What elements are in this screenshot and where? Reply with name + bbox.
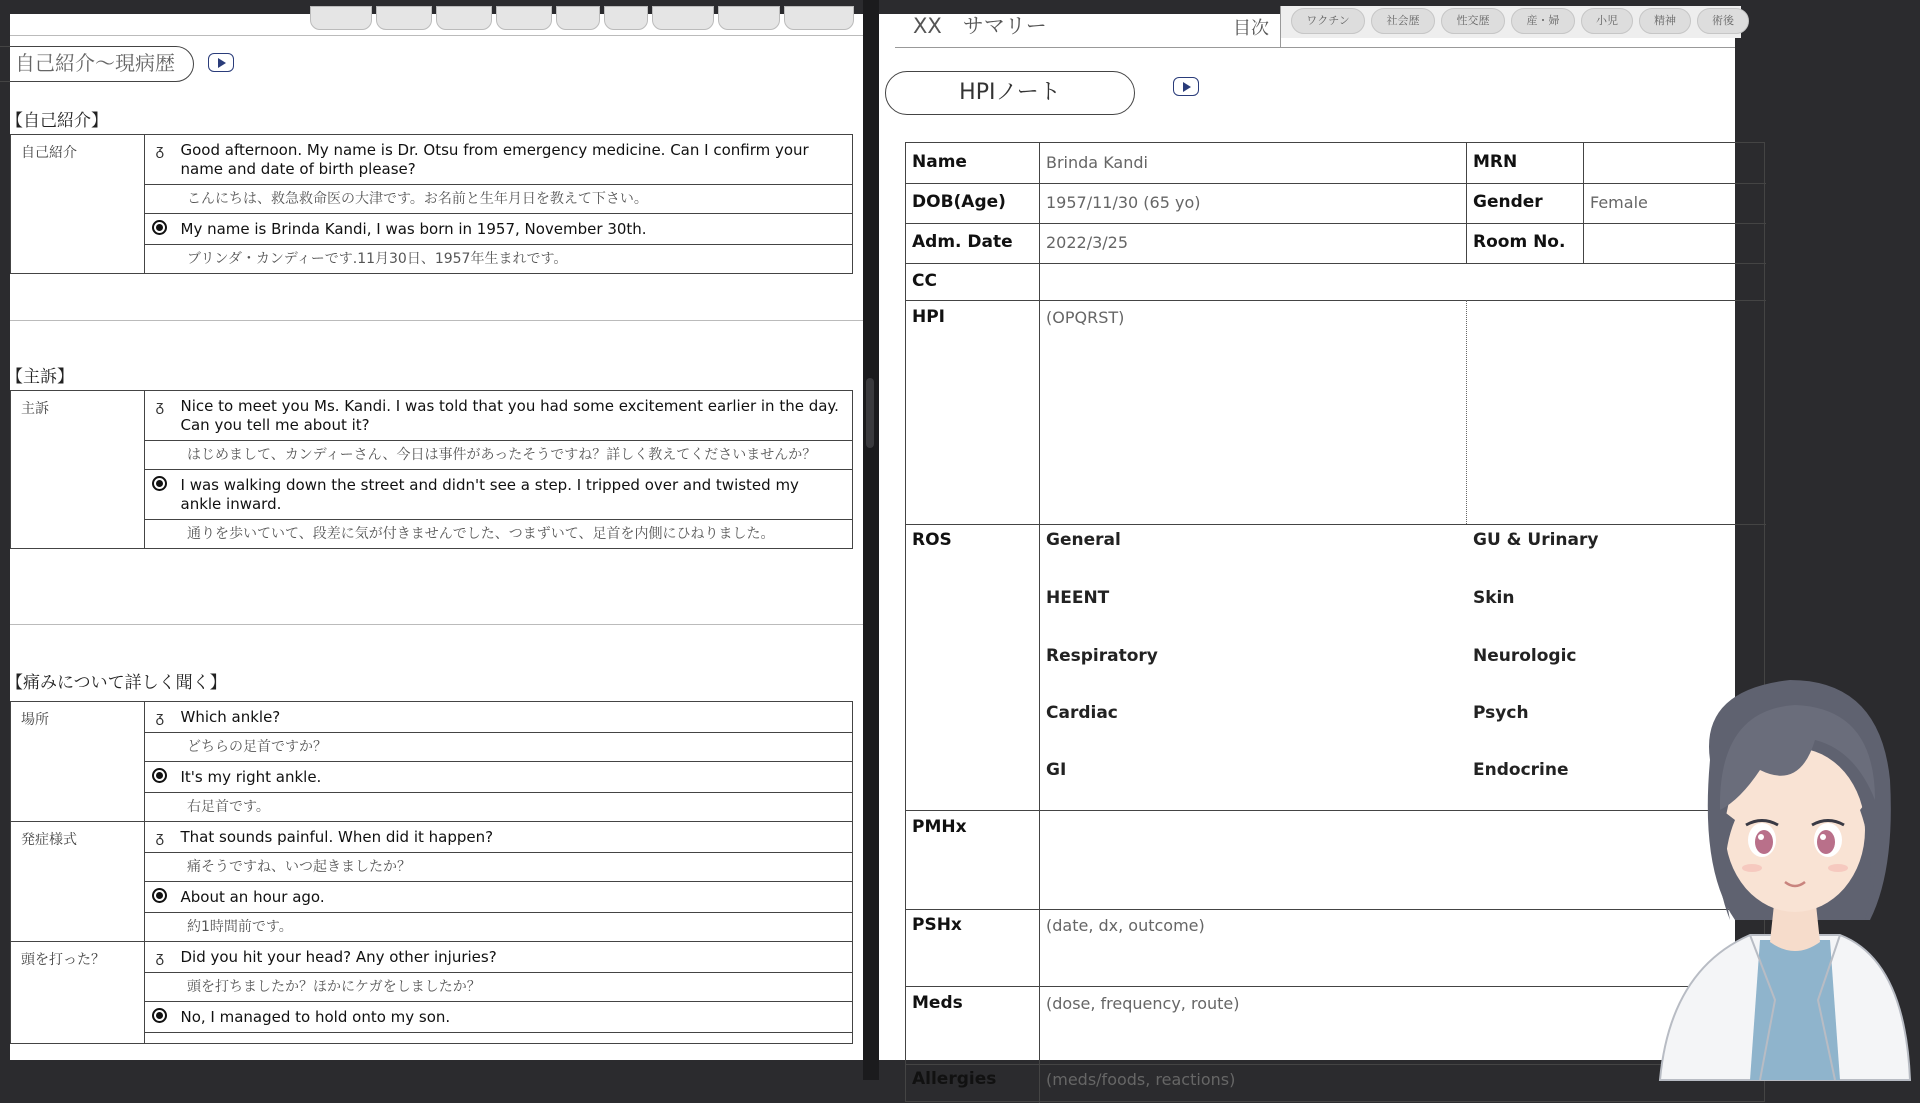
left-tab-strip [10,6,863,36]
topic-label: 発症様式 [11,822,145,942]
dialogue-english: I was walking down the street and didn't see a step. I tripped over and twisted my ankle inward. [175,470,853,520]
dialogue-japanese: ブリンダ・カンディーです.11月30日、1957年生まれです。 [145,245,853,274]
pshx-hint[interactable]: (date, dx, outcome) [1046,916,1205,935]
topic-label: 頭を打った？ [11,942,145,1044]
left-tab[interactable] [784,6,854,30]
dialogue-english: Nice to meet you Ms. Kandi. I was told that you had some excitement earlier in the day. Can you tell me about it? [175,391,853,441]
left-tab[interactable] [436,6,492,30]
left-tab[interactable] [652,6,714,30]
chief-complaint-label: CC [912,271,937,291]
column-line [1039,143,1040,1103]
dialogue-japanese: 右足首です。 [145,793,853,822]
topic-label: 自己紹介 [11,135,145,274]
left-tab[interactable] [718,6,780,30]
patient-summary-table [905,142,1765,1102]
summary-title: XX サマリー [913,14,1047,38]
row-line [906,183,1766,184]
ros-item: Psych [1473,703,1529,723]
dialogue-table [10,701,853,1044]
meds-hint[interactable]: (dose, frequency, route) [1046,994,1240,1013]
ros-item: GU & Urinary [1473,530,1599,550]
ros-item: Neurologic [1473,646,1577,666]
pshx-label: PSHx [912,915,962,935]
admission-date-label: Adm. Date [912,232,1013,252]
ros-item: GI [1046,760,1067,780]
dialogue-table [10,390,853,549]
row-line [906,810,1766,811]
dialogue-japanese: 痛そうですね、いつ起きましたか？ [145,853,853,882]
tab-obgyn[interactable]: 産・婦 [1511,8,1575,34]
patient-icon [145,882,175,913]
hpi-note-title[interactable]: HPIノート [885,71,1135,115]
doctor-avatar [1640,670,1920,1080]
hpi-label: HPI [912,307,946,327]
topic-label: 主訴 [11,391,145,549]
summary-header [895,6,1735,48]
column-line [1583,143,1584,263]
doctor-stethoscope-icon: ᵹ [145,135,175,185]
mrn-label: MRN [1473,152,1518,172]
row-line [906,986,1766,987]
row-line [906,524,1766,525]
dialogue-japanese: はじめまして、カンディーさん、今日は事件があったそうですね？詳しく教えてくださいませんか？ [145,441,853,470]
patient-icon [145,1002,175,1033]
dialogue-english: Good afternoon. My name is Dr. Otsu from emergency medicine. Can I confirm your name and date of birth please? [175,135,853,185]
ros-item: Cardiac [1046,703,1118,723]
dialogue-japanese: 頭を打ちましたか？ほかにケガをしましたか？ [145,973,853,1002]
doctor-stethoscope-icon: ᵹ [145,702,175,733]
room-number-label: Room No. [1473,232,1566,252]
dialogue-english: It's my right ankle. [175,762,853,793]
dob-value[interactable]: 1957/11/30 (65 yo) [1046,193,1201,212]
dialogue-english: That sounds painful. When did it happen? [175,822,853,853]
tab-social-history[interactable]: 社会歴 [1371,8,1435,34]
patient-icon [145,470,175,520]
right-document-pane[interactable] [879,14,1735,1089]
dialogue-english: Did you hit your head? Any other injuries? [175,942,853,973]
doctor-stethoscope-icon: ᵹ [145,391,175,441]
name-label: Name [912,152,967,172]
row-line [906,300,1766,301]
doctor-stethoscope-icon: ᵹ [145,822,175,853]
dialogue-english: Which ankle? [175,702,853,733]
dialogue-english: My name is Brinda Kandi, I was born in 1957, November 30th. [175,214,853,245]
pmhx-label: PMHx [912,817,967,837]
dialogue-japanese: 約1時間前です。 [145,913,853,942]
tab-vaccine[interactable]: ワクチン [1291,8,1365,34]
dialogue-table [10,134,853,274]
left-document-pane[interactable] [6,14,863,1060]
ros-item: HEENT [1046,588,1110,608]
dialogue-english: About an hour ago. [175,882,853,913]
patient-icon [145,214,175,245]
meds-label: Meds [912,993,963,1013]
left-tab[interactable] [496,6,552,30]
dialogue-english: No, I managed to hold onto my son. [175,1002,853,1033]
topic-label: 場所 [11,702,145,822]
section-heading: 【痛みについて詳しく聞く】 [6,673,227,693]
ros-item: Respiratory [1046,646,1158,666]
allergies-hint[interactable]: (meds/foods, reactions) [1046,1070,1236,1089]
row-line [906,1064,1766,1065]
row-line [906,263,1766,264]
doctor-stethoscope-icon: ᵹ [145,942,175,973]
left-tab[interactable] [376,6,432,30]
left-tab[interactable] [310,6,372,30]
split-drag-handle[interactable] [866,378,874,448]
dialogue-japanese: どちらの足首ですか？ [145,733,853,762]
ros-item: Endocrine [1473,760,1569,780]
row-line [906,223,1766,224]
play-icon[interactable] [208,53,234,72]
ros-item: Skin [1473,588,1515,608]
ros-item: General [1046,530,1121,550]
section-heading: 【主訴】 [6,367,74,387]
gender-label: Gender [1473,192,1543,212]
section-heading: 【自己紹介】 [6,111,108,131]
section-divider [10,624,863,625]
admission-date-value[interactable]: 2022/3/25 [1046,233,1129,252]
gender-value[interactable]: Female [1590,193,1648,212]
dialogue-japanese: こんにちは、救急救命医の大津です。お名前と生年月日を教えて下さい。 [145,185,853,214]
allergies-label: Allergies [912,1069,997,1089]
tab-postop[interactable]: 術後 [1697,8,1749,34]
tab-psychiatry[interactable]: 精神 [1639,8,1691,34]
row-line [906,909,1766,910]
dialogue-japanese [145,1033,853,1044]
left-tab[interactable] [556,6,600,30]
tab-sexual-history[interactable]: 性交歴 [1441,8,1505,34]
play-icon[interactable] [1173,77,1199,96]
patient-icon [145,762,175,793]
name-value[interactable]: Brinda Kandi [1046,153,1148,172]
column-line [1466,143,1467,263]
left-tab[interactable] [604,6,648,30]
section-title-pill[interactable]: 自己紹介〜現病歴 [0,46,194,82]
ros-label: ROS [912,530,952,550]
hpi-hint[interactable]: (OPQRST) [1046,308,1125,327]
dialogue-japanese: 通りを歩いていて、段差に気が付きませんでした、つまずいて、足首を内側にひねりました。 [145,520,853,549]
tab-pediatrics[interactable]: 小児 [1581,8,1633,34]
split-divider[interactable] [863,0,879,1080]
dob-label: DOB(Age) [912,192,1006,212]
topic-tab-strip [1281,6,1741,38]
column-dotted-line [1466,300,1467,524]
toc-link[interactable]: 目次 [1233,18,1269,39]
section-divider [10,320,863,321]
